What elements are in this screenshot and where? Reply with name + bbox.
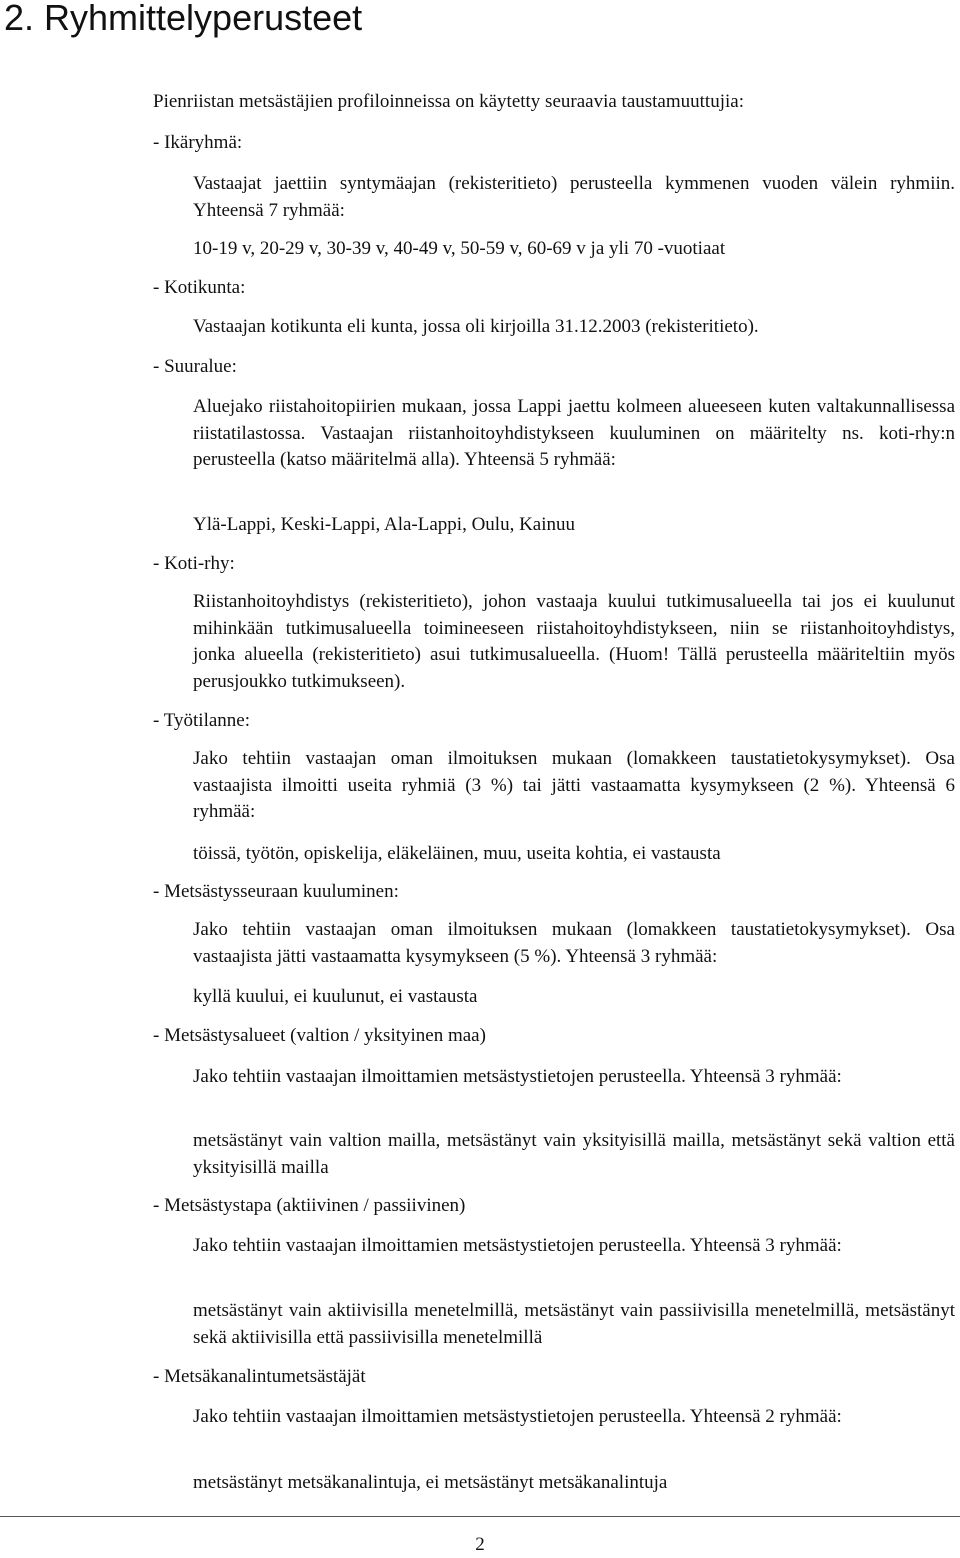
section-label-ikaryhma: - Ikäryhmä: (153, 132, 243, 153)
section-list-tyotilanne: töissä, työtön, opiskelija, eläkeläinen, muu, useita kohtia, ei vastausta (193, 843, 721, 864)
section-text-koti-rhy: Riistanhoitoyhdistys (rekisteritieto), johon vastaaja kuului tutkimusalueella tai jos ei kuulunut mihinkään tutkimusalueella toimineeseen riistahoitoyhdistykseen, niin se riistanhoitoyhdistys, jonka alueella (rekisteritieto) asui tutkimusalueella. (Huom! Tällä perusteella määriteltiin myös perusjoukko tutkimukseen). (193, 591, 955, 692)
section-label-tyotilanne: - Työtilanne: (153, 710, 250, 731)
page-number: 2 (475, 1534, 485, 1555)
section-label-metsakanalintu: - Metsäkanalintumetsästäjät (153, 1366, 366, 1387)
section-text-kotikunta: Vastaajan kotikunta eli kunta, jossa oli kirjoilla 31.12.2003 (rekisteritieto). (193, 316, 759, 337)
section-text-suuralue: Aluejako riistahoitopiirien mukaan, jossa Lappi jaettu kolmeen alueeseen kuten valtakunnallisessa riistatilastossa. Vastaajan riistanhoitoyhdistykseen kuuluminen on määritelty ns. koti-rhy:n perusteella (katso määritelmä alla). Yhteensä 5 ryhmää: (193, 396, 955, 470)
section-label-metsastystapa: - Metsästystapa (aktiivinen / passiivinen) (153, 1195, 466, 1216)
section-label-suuralue: - Suuralue: (153, 356, 237, 377)
section-label-metsastysalueet: - Metsästysalueet (valtion / yksityinen maa) (153, 1025, 486, 1046)
section-text-metsastysseura: Jako tehtiin vastaajan oman ilmoituksen mukaan (lomakkeen taustatietokysymykset). Osa vastaajista jätti vastaamatta kysymykseen (5 %). Yhteensä 3 ryhmää: (193, 919, 955, 967)
page-title: 2. Ryhmittelyperusteet (4, 0, 363, 38)
section-label-metsastysseura: - Metsästysseuraan kuuluminen: (153, 881, 399, 902)
section-list-metsastysseura: kyllä kuului, ei kuulunut, ei vastausta (193, 986, 478, 1007)
section-label-kotikunta: - Kotikunta: (153, 277, 246, 298)
section-text-metsakanalintu: Jako tehtiin vastaajan ilmoittamien metsästystietojen perusteella. Yhteensä 2 ryhmää: (193, 1406, 842, 1427)
section-text-tyotilanne: Jako tehtiin vastaajan oman ilmoituksen mukaan (lomakkeen taustatietokysymykset). Osa vastaajista ilmoitti useita ryhmiä (3 %) tai jätti vastaamatta kysymykseen (2 %). Yhteensä 6 ryhmää: (193, 748, 955, 822)
section-text-metsastystapa: Jako tehtiin vastaajan ilmoittamien metsästystietojen perusteella. Yhteensä 3 ryhmää: (193, 1235, 842, 1256)
section-label-koti-rhy: - Koti-rhy: (153, 553, 235, 574)
section-text-metsastysalueet: Jako tehtiin vastaajan ilmoittamien metsästystietojen perusteella. Yhteensä 3 ryhmää: (193, 1066, 842, 1087)
footer-divider (0, 1516, 960, 1517)
section-list-suuralue: Ylä-Lappi, Keski-Lappi, Ala-Lappi, Oulu, Kainuu (193, 514, 576, 535)
section-list-ikaryhma: 10-19 v, 20-29 v, 30-39 v, 40-49 v, 50-59 v, 60-69 v ja yli 70 -vuotiaat (193, 238, 726, 259)
section-text-ikaryhma: Vastaajat jaettiin syntymäajan (rekisteritieto) perusteella kymmenen vuoden välein ryhmiin. Yhteensä 7 ryhmää: (193, 173, 955, 221)
intro-text: Pienriistan metsästäjien profiloinneissa on käytetty seuraavia taustamuuttujia: (153, 91, 744, 112)
section-list-metsastystapa: metsästänyt vain aktiivisilla menetelmillä, metsästänyt vain passiivisilla menetelmillä, metsästänyt sekä aktiivisilla että passiivisilla menetelmillä (193, 1300, 955, 1348)
section-list-metsastysalueet: metsästänyt vain valtion mailla, metsästänyt vain yksityisillä mailla, metsästänyt sekä valtion että yksityisillä mailla (193, 1130, 955, 1178)
section-list-metsakanalintu: metsästänyt metsäkanalintuja, ei metsästänyt metsäkanalintuja (193, 1472, 668, 1493)
